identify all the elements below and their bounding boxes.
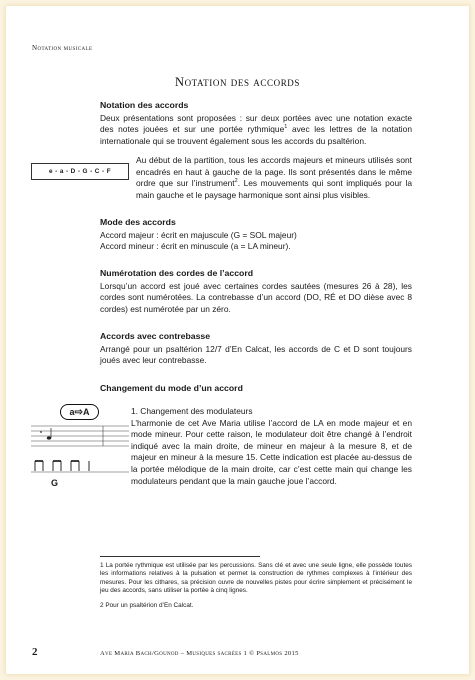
chord-label: G (51, 478, 59, 488)
running-head: Notation musicale (32, 44, 93, 52)
section-heading: Mode des accords (100, 217, 176, 227)
page-number: 2 (32, 646, 38, 658)
page-title: Notation des accords (174, 75, 301, 89)
section-heading: Accords avec contrebasse (100, 331, 211, 341)
footnote-ref-2[interactable]: 2 (234, 178, 238, 185)
modulator-to: A (82, 407, 90, 417)
dot-icon (40, 431, 42, 433)
mode-minor-line: Accord mineur : écrit en minuscule (a = LA mineur). (100, 241, 291, 252)
section-change-heading (100, 383, 412, 396)
paragraph: Arrangé pour un psaltérion 12/7 d’En Calcat, les accords de C et D sont toujours joués avec leur contrebasse. (100, 343, 412, 366)
footnote-ref-1[interactable]: 1 (284, 124, 288, 131)
section-notation (100, 100, 412, 147)
footnote-1: 1 La portée rythmique est utilisée par les percussions. Sans clé et avec une seule ligne, elle possède toutes les informations relatives à la pulsation et permet la construction de rythmes complexes à l’intérieur des mesures. Pour les cithares, sa précision ouvre de nouvelles pistes pour écrire simplement et précisément le jeu des accords, sans utiliser la portée à cinq lignes. (100, 562, 412, 595)
chord-list-box: e - a - D - G - C - F (31, 163, 129, 180)
note-icon (47, 436, 51, 439)
section-notation-continued (136, 155, 412, 201)
section-contrabass (100, 331, 412, 367)
paragraph: Lorsqu’un accord est joué avec certaines cordes sautées (mesures 26 à 28), les cordes sont numérotées. La contrebasse d’un accord (DO, RÉ et DO dièse avec 8 cordes) est numérotée par un zéro. (100, 280, 412, 314)
section-numbering (100, 268, 412, 315)
footnote-divider (100, 556, 260, 557)
section-heading: Notation des accords (100, 100, 189, 110)
section-change-body (131, 406, 412, 487)
section-heading: Numérotation des cordes de l’accord (100, 268, 254, 278)
list-item: 1. Changement des modulateurs (131, 406, 253, 416)
section-heading: Changement du mode d’un accord (100, 383, 243, 393)
paragraph: Au début de la partition, tous les accords majeurs et mineurs utilisés sont encadrés en haut à gauche de la page. Ils sont présentés dans le même ordre que sur l’instrument$^2$. Les mouvements qui sont impliqués pour la main gauche et le paysage harmonique sont ainsi plus visibles. (136, 155, 412, 200)
modulator-change-box (60, 404, 99, 420)
mode-major-line: Accord majeur : écrit en majuscule (G = SOL majeur) (100, 229, 297, 240)
modulator-from: a (69, 407, 75, 417)
paragraph: L’harmonie de cet Ave Maria utilise l’accord de LA en mode majeur et en mode mineur. Pour cette raison, le modulateur doit être changé à l’endroit indiqué avec la main droite, de mineur en majeur à la mesure 8, et de majeur en mineur à la mesure 15. Cette indication est placée au-dessus de la portée mélodique de la main droite, car c’est cette main qui change les modulateurs pendant que la main gauche joue l’accord. (131, 417, 412, 486)
paragraph: Deux présentations sont proposées : sur deux portées avec une notation exacte des notes jouées et sur une portée rythmique$^1$ avec les lettres de la notation internationale qui se trouvent également sous les accords du psaltérion. (100, 112, 412, 146)
arrow-right-icon: ⇨ (74, 407, 83, 418)
footnote-2: 2 Pour un psaltérion d’En Calcat. (100, 602, 194, 609)
rhythm-staff (31, 458, 131, 478)
music-staff (31, 424, 131, 454)
section-mode (100, 217, 412, 253)
page-footer: Ave Maria Bach/Gounod – Musiques sacrées 1 © Psalmos 2015 (100, 650, 299, 657)
